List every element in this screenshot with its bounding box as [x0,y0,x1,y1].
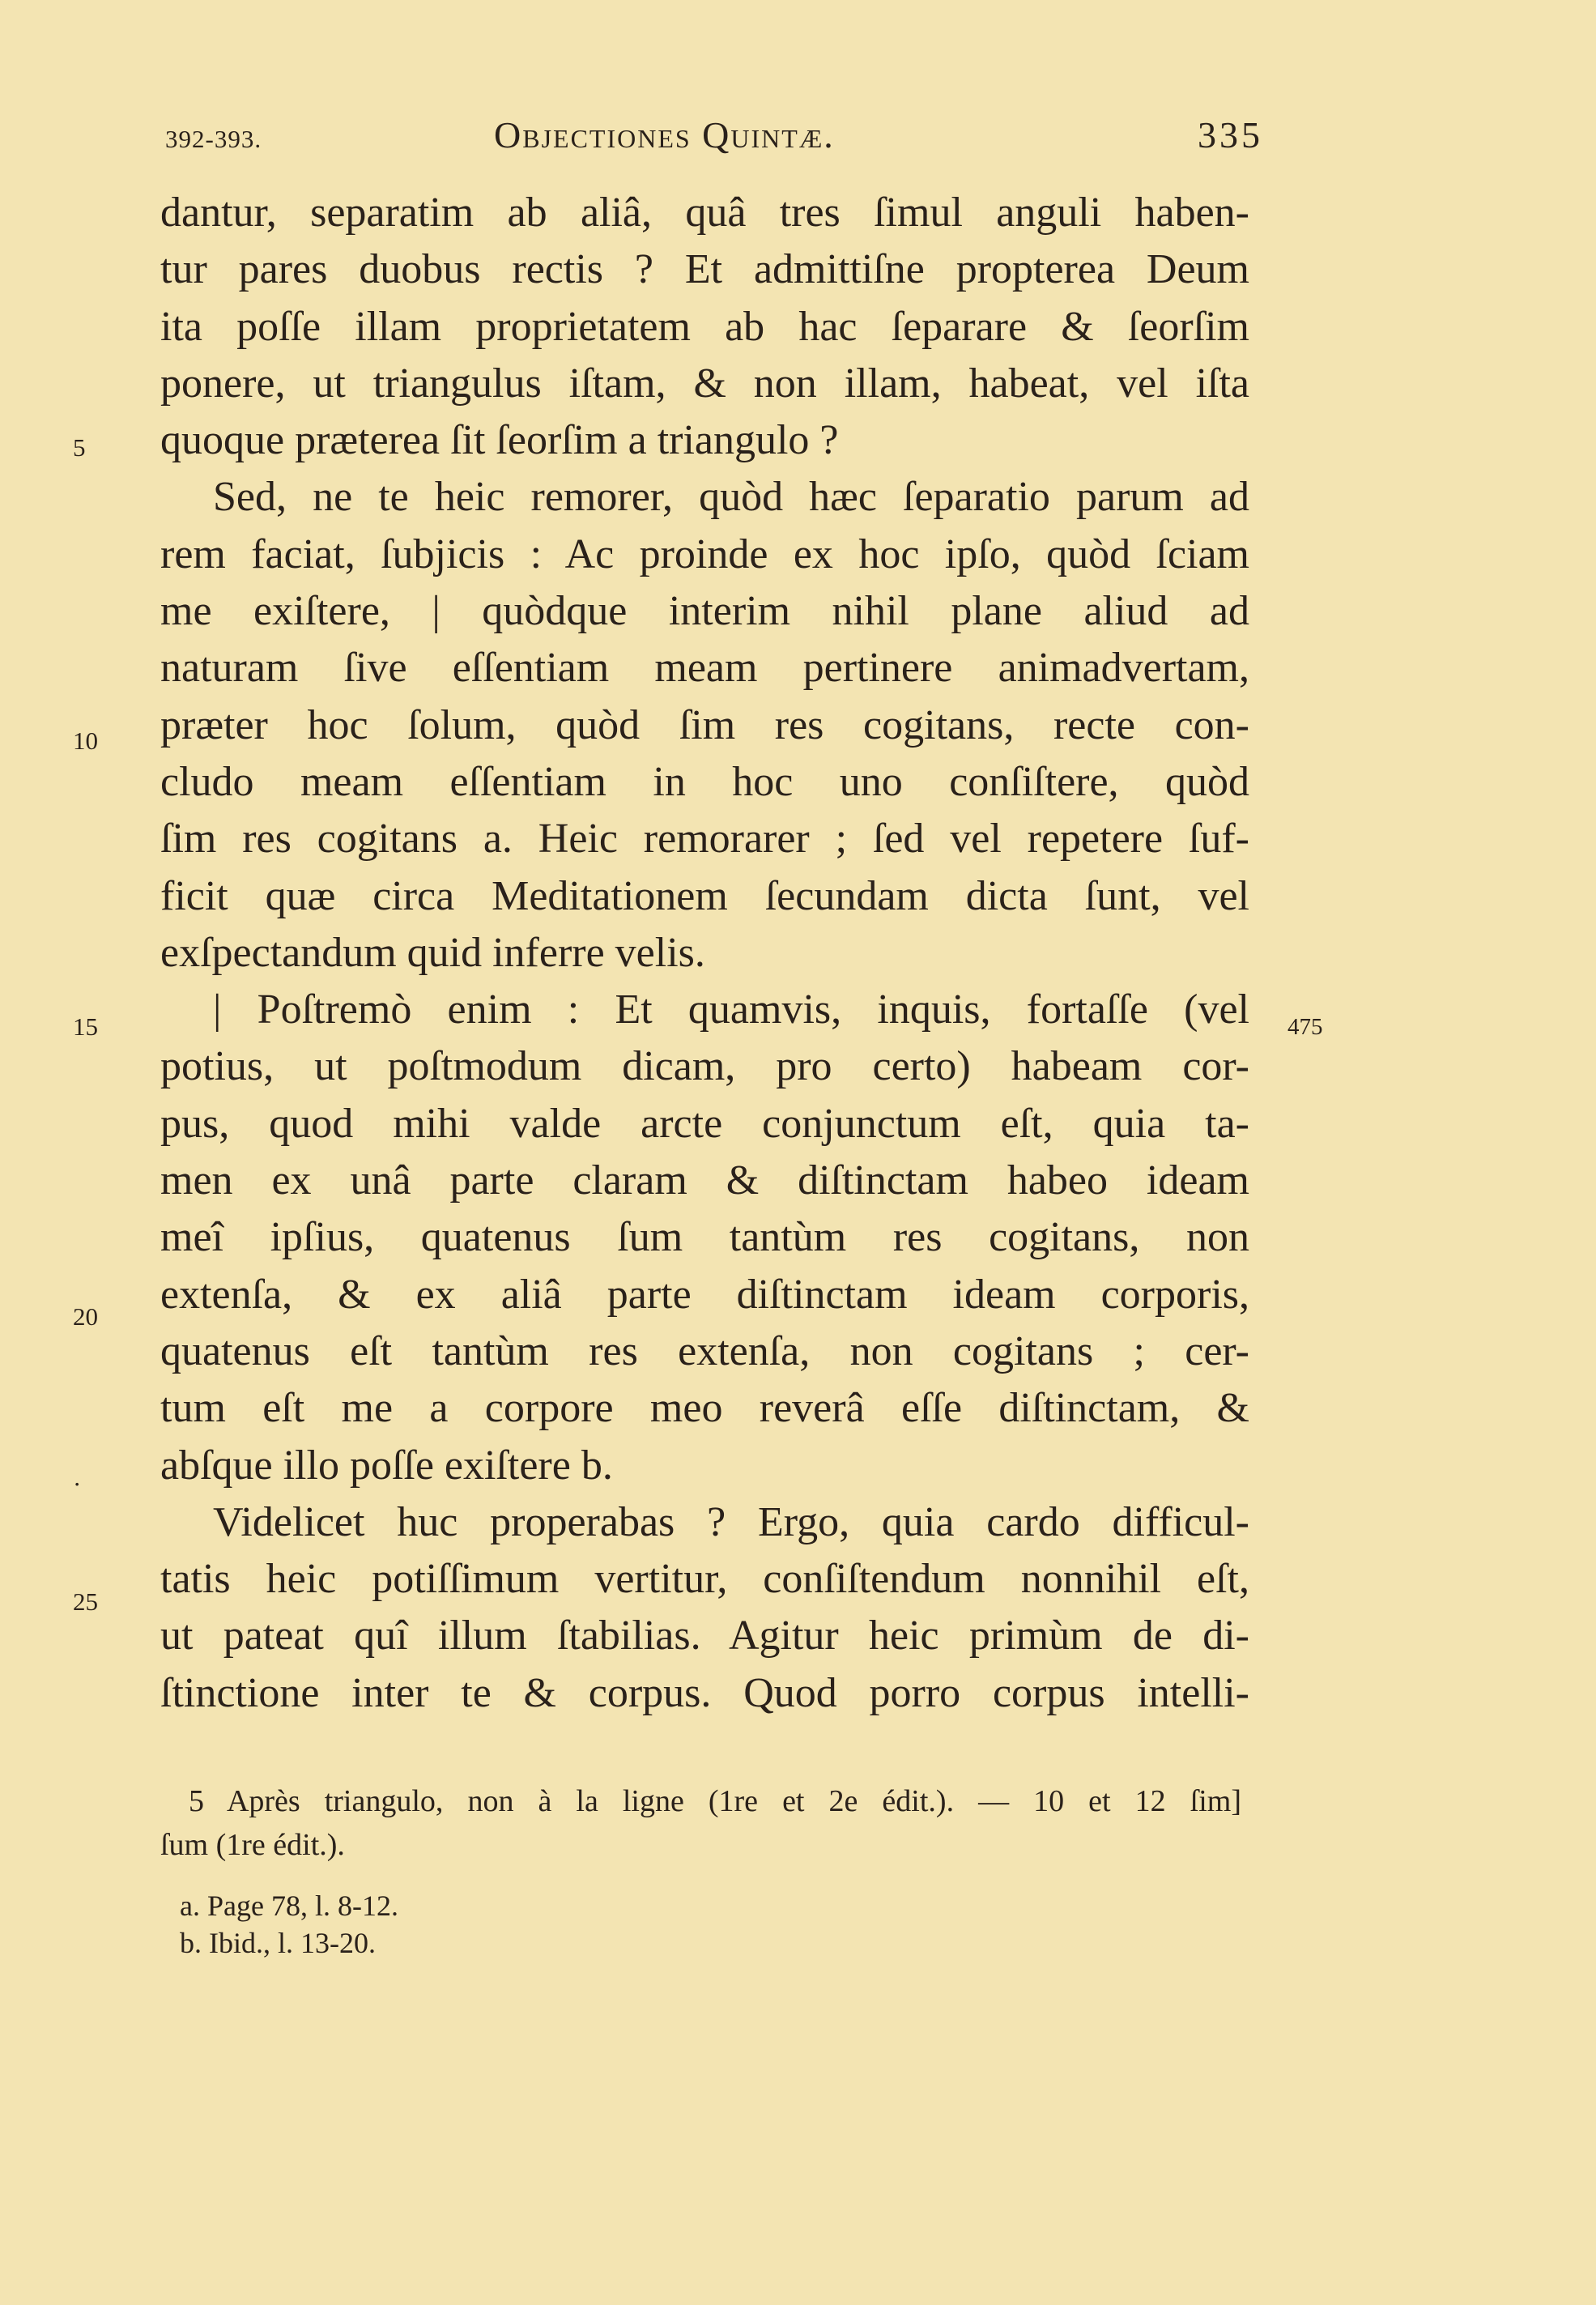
footnote-line: 5 Après triangulo, non à la ligne (1re et 2e édit.). — 10 et 12 ſim] [189,1784,1241,1818]
text-line: tatis heic potiſſimum vertitur, conſiſtendum nonnihil eſt, [160,1556,1249,1603]
text-line: abſque illo poſſe exiſtere b. [160,1442,613,1489]
text-line: rem faciat, ſubjicis : Ac proinde ex hoc ipſo, quòd ſciam [160,530,1249,577]
line-number: 25 [73,1587,98,1616]
text-line: men ex unâ parte claram & diſtinctam habeo ideam [160,1157,1249,1204]
text-line: potius, ut poſtmodum dicam, pro certo) habeam cor- [160,1043,1249,1090]
reference-a: a. Page 78, l. 8-12. [180,1890,398,1922]
main-text [160,185,1249,1722]
line-number: 10 [73,726,98,755]
line-number: 15 [73,1012,98,1041]
page-number: 335 [1198,114,1263,156]
text-line: naturam ſive eſſentiam meam pertinere animadvertam, [160,645,1249,692]
text-line: ut pateat quî illum ſtabilias. Agitur heic primùm de di- [160,1613,1249,1660]
text-line: dantur, separatim ab aliâ, quâ tres ſimul anguli haben- [160,190,1249,236]
text-line: me exiſtere, | quòdque interim nihil plane aliud ad [160,588,1249,635]
text-line: Videlicet huc properabas ? Ergo, quia cardo difficul- [213,1498,1249,1545]
text-line: exſpectandum quid inferre velis. [160,929,705,976]
text-line: quoque præterea ſit ſeorſim a triangulo ? [160,417,839,464]
line-number: 20 [73,1302,98,1331]
text-line: ficit quæ circa Meditationem ſecundam dicta ſunt, vel [160,872,1249,919]
page-range: 392-393. [165,125,262,153]
text-line: ita poſſe illam proprietatem ab hac ſeparare & ſeorſim [160,303,1249,350]
text-line: ponere, ut triangulus iſtam, & non illam, habeat, vel iſta [160,360,1249,407]
text-line: tur pares duobus rectis ? Et admittiſne propterea Deum [160,246,1249,293]
line-number: · [73,1470,82,1498]
text-line: | Poſtremò enim : Et quamvis, inquis, fortaſſe (vel [213,986,1249,1033]
running-header [162,113,1263,162]
line-number: 5 [73,433,86,462]
text-line: ſim res cogitans a. Heic remorarer ; ſed vel repetere ſuf- [160,816,1249,863]
text-line: tum eſt me a corpore meo reverâ eſſe diſtinctam, & [160,1385,1249,1432]
text-line: ſtinctione inter te & corpus. Quod porro corpus intelli- [160,1669,1249,1716]
reference-b: b. Ibid., l. 13-20. [180,1927,376,1959]
text-line: meî ipſius, quatenus ſum tantùm res cogitans, non [160,1214,1249,1261]
text-line: cludo meam eſſentiam in hoc uno conſiſtere, quòd [160,758,1249,805]
source-references [180,1887,398,1962]
text-line: præter hoc ſolum, quòd ſim res cogitans, recte con- [160,701,1249,748]
footnote-line: ſum (1re édit.). [160,1828,345,1862]
text-line: Sed, ne te heic remorer, quòd hæc ſeparatio parum ad [213,474,1249,521]
running-title: Objectiones Quintæ. [494,114,835,156]
critical-apparatus [160,1779,1241,1867]
text-line: pus, quod mihi valde arcte conjunctum eſt, quia ta- [160,1100,1249,1147]
text-line: quatenus eſt tantùm res extenſa, non cogitans ; cer- [160,1327,1249,1374]
text-line: extenſa, & ex aliâ parte diſtinctam ideam corporis, [160,1271,1249,1318]
margin-reference: 475 [1287,1014,1323,1040]
